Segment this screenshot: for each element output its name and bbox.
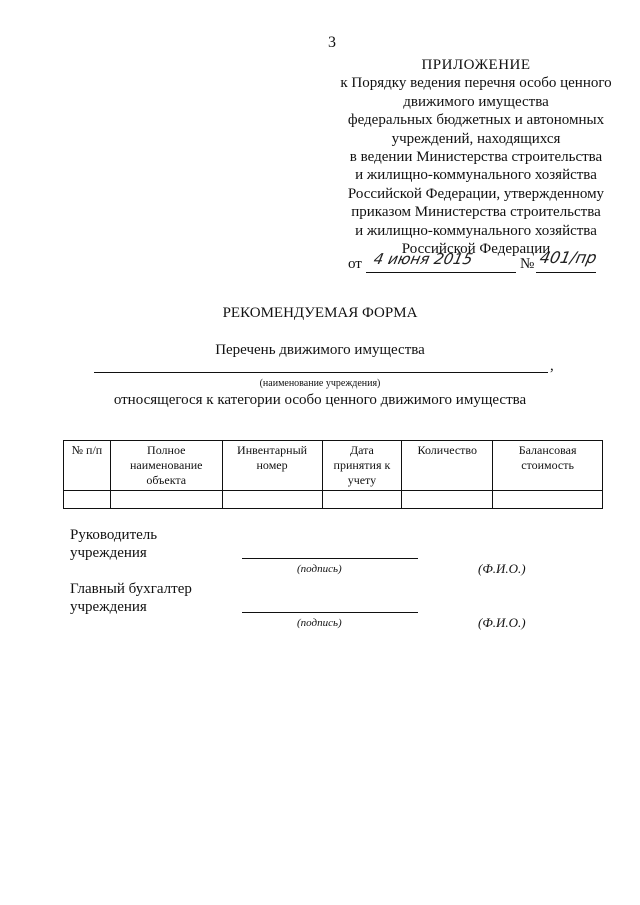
- col-header-date: Дата принятия к учету: [322, 441, 402, 491]
- table-cell[interactable]: [110, 491, 222, 509]
- appendix-line: движимого имущества: [403, 93, 549, 110]
- appendix-line: Российской Федерации, утвержденному: [347, 185, 605, 202]
- appendix-line: к Порядку ведения перечня особо ценного: [340, 75, 612, 92]
- handwritten-number: 401/пр: [537, 248, 599, 267]
- appendix-line: учреждений, находящихся: [391, 130, 561, 147]
- accountant-signature-line[interactable]: [242, 612, 418, 613]
- appendix-line: Российской Федерации: [401, 241, 551, 258]
- accountant-signature-label: [70, 580, 192, 616]
- form-title: РЕКОМЕНДУЕМАЯ ФОРМА: [222, 305, 418, 321]
- appendix-line: и жилищно-коммунального хозяйства: [355, 167, 597, 184]
- institution-comma: ,: [550, 358, 554, 374]
- number-label: №: [520, 256, 535, 272]
- table-cell[interactable]: [222, 491, 322, 509]
- appendix-block: [336, 56, 616, 258]
- list-title: Перечень движимого имущества: [215, 342, 425, 358]
- date-label: от: [348, 256, 362, 272]
- accountant-name-caption: (Ф.И.О.): [478, 615, 526, 630]
- head-signature-label: [70, 526, 157, 562]
- accountant-label-line1: Главный бухгалтер: [70, 581, 192, 597]
- col-header-name: Полное наименование объекта: [110, 441, 222, 491]
- institution-caption: (наименование учреждения): [259, 378, 381, 389]
- appendix-line: и жилищно-коммунального хозяйства: [355, 222, 597, 239]
- col-header-number: № п/п: [64, 441, 111, 491]
- accountant-sign-caption: (подпись): [297, 617, 342, 629]
- head-signature-line[interactable]: [242, 558, 418, 559]
- table-cell[interactable]: [402, 491, 493, 509]
- col-header-value: Балансовая стоимость: [493, 441, 603, 491]
- table-cell[interactable]: [322, 491, 402, 509]
- col-header-quantity: Количество: [402, 441, 493, 491]
- head-sign-caption: (подпись): [297, 563, 342, 575]
- table-cell[interactable]: [64, 491, 111, 509]
- handwritten-date: 4 июня 2015: [372, 250, 475, 268]
- appendix-line: в ведении Министерства строительства: [349, 149, 603, 166]
- head-name-caption: (Ф.И.О.): [478, 561, 526, 576]
- col-header-inventory: Инвентарный номер: [222, 441, 322, 491]
- order-date-number: [348, 244, 618, 274]
- table-header-row: [64, 441, 603, 491]
- appendix-line: федеральных бюджетных и автономных: [347, 112, 605, 129]
- page-number: 3: [328, 34, 336, 51]
- appendix-title: ПРИЛОЖЕНИЕ: [421, 57, 531, 73]
- property-table: [63, 440, 603, 509]
- accountant-label-line2: учреждения: [70, 599, 147, 615]
- head-label-line1: Руководитель: [70, 527, 158, 543]
- institution-name-line: [94, 372, 548, 373]
- table-cell[interactable]: [493, 491, 603, 509]
- table-row: [64, 491, 603, 509]
- appendix-line: приказом Министерства строительства: [351, 204, 601, 221]
- head-label-line2: учреждения: [70, 545, 147, 561]
- category-text: относящегося к категории особо ценного движимого имущества: [113, 392, 527, 408]
